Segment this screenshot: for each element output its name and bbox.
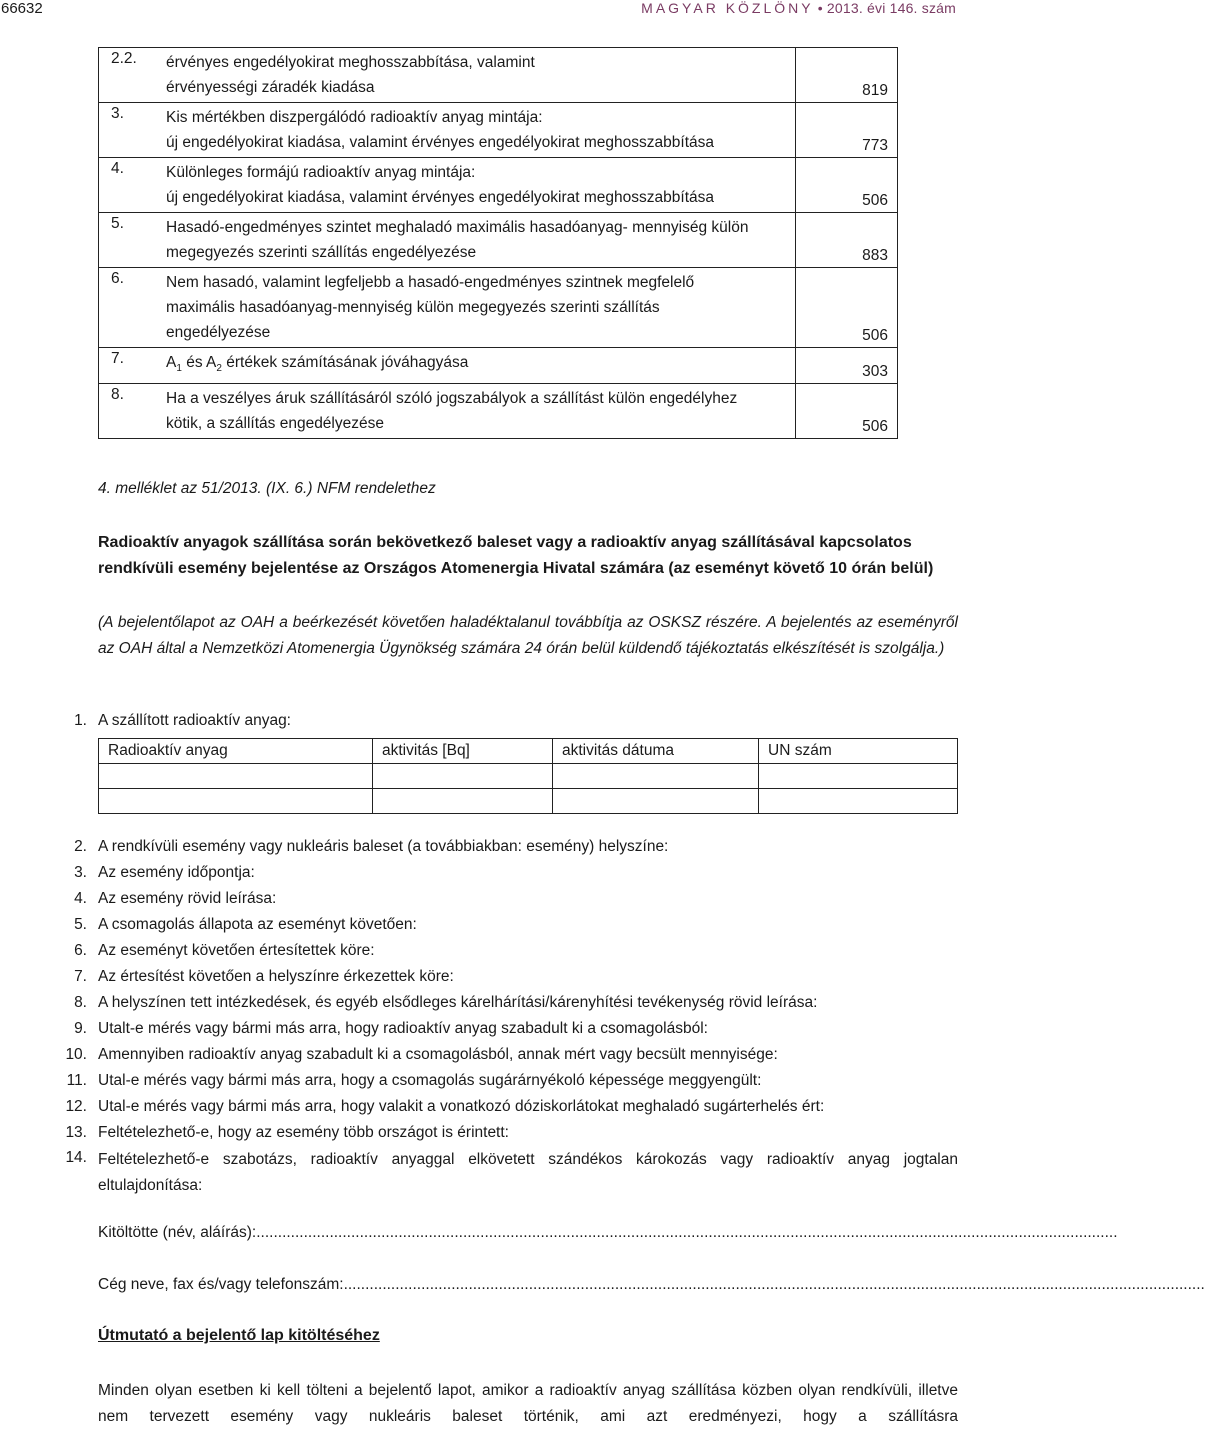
publication-header <box>641 0 956 16</box>
fee-description-cell <box>99 213 796 268</box>
question-text: Feltételezhető-e, hogy az esemény több országot is érintett: <box>98 1124 509 1141</box>
fee-table-row <box>99 213 898 268</box>
filled-by-dots: ........................................................................................................................................................................................................ <box>256 1224 1118 1241</box>
filled-by-label: Kitöltötte (név, aláírás): <box>98 1224 257 1241</box>
fee-row-description <box>166 105 795 155</box>
fee-table-row <box>99 268 898 348</box>
fee-amount: 506 <box>796 268 898 348</box>
question-number: 4. <box>74 890 87 907</box>
fee-table-row <box>99 48 898 103</box>
material-table-header-row <box>99 739 958 764</box>
fee-row-line: Kis mértékben diszpergálódó radioaktív anyag mintája: <box>166 109 543 126</box>
fee-row-line: Ha a veszélyes áruk szállításáról szóló jogszabályok a szállítást külön engedélyhez <box>166 390 738 408</box>
question-text: Utal-e mérés vagy bármi más arra, hogy a csomagolás sugárárnyékoló képessége meggyengült: <box>98 1072 762 1089</box>
fee-amount: 819 <box>796 48 898 103</box>
material-table-row <box>99 789 958 814</box>
question-number: 5. <box>74 916 87 933</box>
fee-row-content <box>99 213 795 267</box>
question-number: 6. <box>74 942 87 959</box>
issue-label: • 2013. évi 146. szám <box>817 0 956 16</box>
fee-row-number: 4. <box>111 160 124 177</box>
question-text: Amennyiben radioaktív anyag szabadult ki a csomagolásból, annak mért vagy becsült mennyisége: <box>98 1046 778 1063</box>
material-input-cell[interactable] <box>553 764 759 789</box>
page-header <box>0 0 960 20</box>
fee-row-line: érvényességi záradék kiadása <box>166 79 375 96</box>
material-input-cell[interactable] <box>373 764 553 789</box>
question-number: 13. <box>65 1124 87 1141</box>
company-dots: ........................................................................................................................................................................................................ <box>343 1276 1205 1293</box>
form-note: (A bejelentőlapot az OAH a beérkezését követően haladéktalanul továbbítja az OSKSZ részére. A bejelentés az eseményről az OAH által a Nemzetközi Atomenergia Ügynökség számára 24 órán belül küldendő tájékoztatás elkészítését is szolgálja.) <box>98 614 958 657</box>
question-text: A rendkívüli esemény vagy nukleáris baleset (a továbbiakban: esemény) helyszíne: <box>98 838 669 855</box>
question-text: Utal-e mérés vagy bármi más arra, hogy valakit a vonatkozó dóziskorlátokat meghaladó sugárterhelés ért: <box>98 1098 825 1115</box>
fee-row-line: kötik, a szállítás engedélyezése <box>166 415 384 433</box>
fee-description-cell <box>99 348 796 384</box>
question-number: 14. <box>65 1149 87 1166</box>
fee-description-cell <box>99 158 796 213</box>
fee-row-number: 7. <box>111 350 124 367</box>
fee-row-content <box>99 103 795 157</box>
fee-description-cell <box>99 384 796 439</box>
fee-row-number: 6. <box>111 270 124 287</box>
fee-row-content <box>99 268 795 347</box>
fee-amount: 883 <box>796 213 898 268</box>
fee-row-description <box>166 270 795 345</box>
guide-title: Útmutató a bejelentő lap kitöltéséhez <box>98 1327 380 1344</box>
company-label: Cég neve, fax és/vagy telefonszám: <box>98 1276 344 1293</box>
fee-row-number: 8. <box>111 386 124 404</box>
fee-row-content <box>99 348 795 383</box>
fee-row-description <box>166 160 795 210</box>
question-number: 1. <box>74 712 87 729</box>
fee-row-number: 2.2. <box>111 50 137 67</box>
material-header-cell: Radioaktív anyag <box>99 739 373 764</box>
question-number: 8. <box>74 994 87 1011</box>
guide-text: Minden olyan esetben ki kell tölteni a bejelentő lapot, amikor a radioaktív anyag szállítása közben olyan rendkívüli, illetve nem tervezett esemény vagy nukleáris baleset történik, ami azt eredményezi, hogy a szállításra <box>98 1382 958 1425</box>
fee-row-line: új engedélyokirat kiadása, valamint érvényes engedélyokirat meghosszabbítása <box>166 189 714 206</box>
fee-row-line: új engedélyokirat kiadása, valamint érvényes engedélyokirat meghosszabbítása <box>166 134 714 151</box>
fee-row-line: érvényes engedélyokirat meghosszabbítása, valamint <box>166 54 535 71</box>
material-input-cell[interactable] <box>759 764 958 789</box>
question-text: Az esemény időpontja: <box>98 864 255 881</box>
question-text: A helyszínen tett intézkedések, és egyéb elsődleges kárelhárítási/kárenyhítési tevékenység rövid leírása: <box>98 994 818 1011</box>
fee-description-cell <box>99 268 796 348</box>
question-number: 2. <box>74 838 87 855</box>
fee-row-line: megegyezés szerinti szállítás engedélyezése <box>166 244 477 261</box>
fee-row-line: Különleges formájú radioaktív anyag mintája: <box>166 164 476 181</box>
question-text: Az értesítést követően a helyszínre érkezettek köre: <box>98 968 454 985</box>
fee-row-line: engedélyezése <box>166 324 271 341</box>
fee-table-row <box>99 348 898 384</box>
fee-description-cell <box>99 48 796 103</box>
fee-table <box>98 47 898 439</box>
fee-table-row <box>99 384 898 439</box>
publication-name: MAGYAR KÖZLÖNY <box>641 0 814 16</box>
question-text: Az eseményt követően értesítettek köre: <box>98 942 375 959</box>
question-number: 12. <box>65 1098 87 1115</box>
fee-row-number: 5. <box>111 215 124 232</box>
material-header-cell: aktivitás dátuma <box>553 739 759 764</box>
form-title: Radioaktív anyagok szállítása során bekövetkező baleset vagy a radioaktív anyag szállításával kapcsolatos rendkívüli esemény bejelentése az Országos Atomenergia Hivatal számára (az eseményt követő 10 órán belül) <box>98 534 934 577</box>
material-header-cell: aktivitás [Bq] <box>373 739 553 764</box>
material-table-row <box>99 764 958 789</box>
fee-row-line: Hasadó-engedményes szintet meghaladó maximális hasadóanyag- mennyiség külön <box>166 219 749 236</box>
fee-amount: 773 <box>796 103 898 158</box>
material-input-cell[interactable] <box>553 789 759 814</box>
question-number: 10. <box>65 1046 87 1063</box>
question-number: 9. <box>74 1020 87 1037</box>
question-number: 3. <box>74 864 87 881</box>
fee-row-description <box>166 386 795 436</box>
question-text: Az esemény rövid leírása: <box>98 890 277 907</box>
fee-row-line: Nem hasadó, valamint legfeljebb a hasadó-engedményes szintnek megfelelő <box>166 274 695 291</box>
material-input-cell[interactable] <box>373 789 553 814</box>
filled-by-line[interactable] <box>98 1224 1118 1242</box>
annex-label: 4. melléklet az 51/2013. (IX. 6.) NFM rendelethez <box>98 480 436 497</box>
fee-row-content <box>99 384 795 438</box>
fee-amount: 506 <box>796 158 898 213</box>
fee-row-number: 3. <box>111 105 124 122</box>
fee-row-description <box>166 50 795 100</box>
fee-row-content <box>99 158 795 212</box>
material-table <box>98 738 958 814</box>
fee-amount: 506 <box>796 384 898 439</box>
question-text: A szállított radioaktív anyag: <box>98 712 291 729</box>
material-header-cell: UN szám <box>759 739 958 764</box>
fee-description-cell <box>99 103 796 158</box>
fee-table-row <box>99 158 898 213</box>
fee-amount: 303 <box>796 348 898 384</box>
fee-table-row <box>99 103 898 158</box>
fee-row-line: maximális hasadóanyag-mennyiség külön megegyezés szerinti szállítás <box>166 299 660 316</box>
company-line[interactable] <box>98 1276 1205 1294</box>
fee-row-line: $A_1$ és $A_2$ értékek számításának jóváhagyása <box>166 354 469 375</box>
material-input-cell[interactable] <box>759 789 958 814</box>
fee-row-content <box>99 48 795 102</box>
question-number: 7. <box>74 968 87 985</box>
question-number: 11. <box>66 1072 87 1089</box>
question-text: Utalt-e mérés vagy bármi más arra, hogy radioaktív anyag szabadult ki a csomagolásból: <box>98 1020 708 1037</box>
fee-row-description <box>166 350 795 381</box>
fee-row-description <box>166 215 795 265</box>
material-input-cell[interactable] <box>99 789 373 814</box>
question-text: Feltételezhető-e szabotázs, radioaktív anyaggal elkövetett szándékos károkozás vagy radioaktív anyag jogtalan eltulajdonítása: <box>98 1151 958 1194</box>
material-input-cell[interactable] <box>99 764 373 789</box>
question-text: A csomagolás állapota az eseményt követően: <box>98 916 417 933</box>
page-number: 66632 <box>1 0 43 17</box>
